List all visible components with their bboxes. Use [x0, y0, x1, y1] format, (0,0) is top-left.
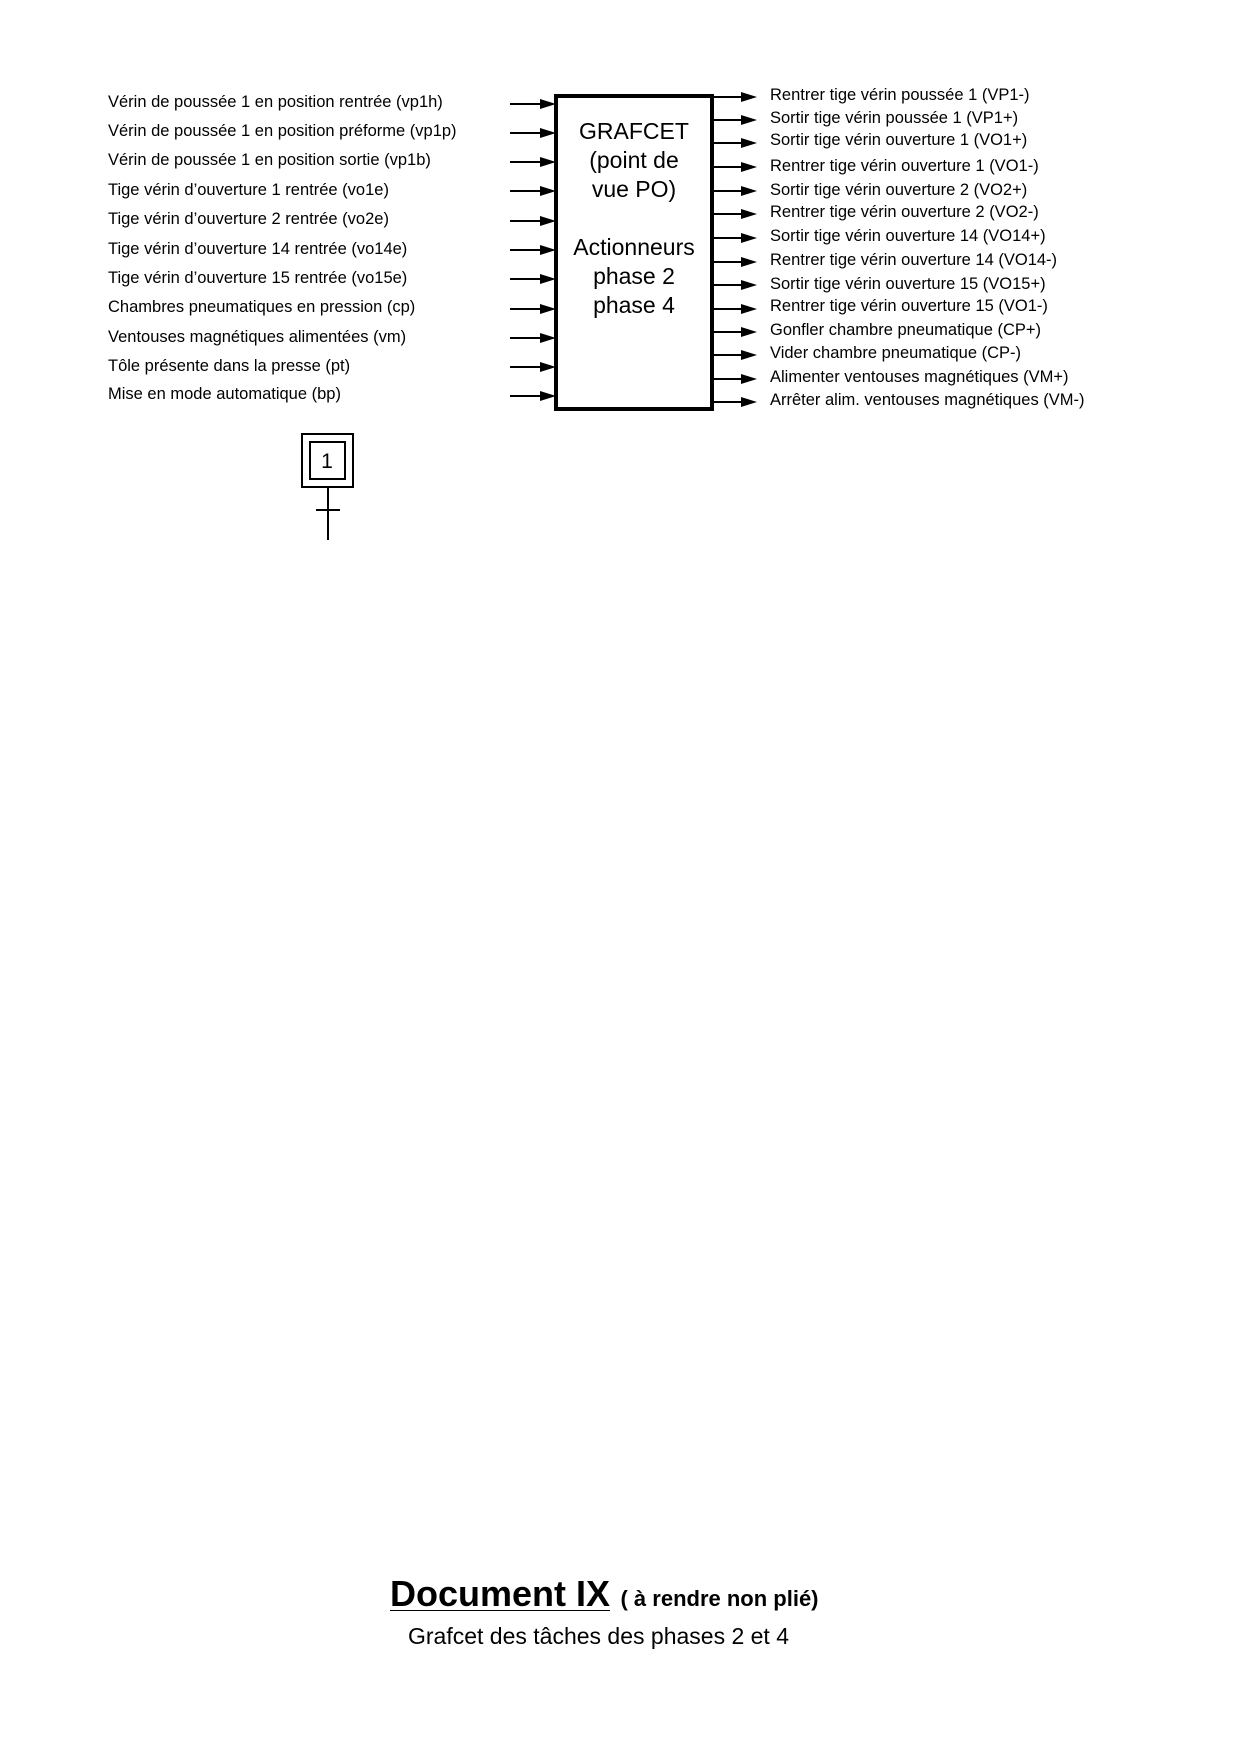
- output-label-vp1-minus: Rentrer tige vérin poussée 1 (VP1-): [770, 86, 1030, 104]
- output-arrow-10: [714, 304, 757, 314]
- input-arrow-6-head: [540, 245, 556, 255]
- input-arrow-8-head: [540, 304, 556, 314]
- block-line-phase-2: phase 2: [593, 263, 675, 289]
- input-arrow-3-head: [540, 157, 556, 167]
- input-arrow-2: [510, 128, 556, 138]
- input-arrow-4: [510, 186, 556, 196]
- output-label-cp-plus: Gonfler chambre pneumatique (CP+): [770, 321, 1042, 339]
- output-arrow-6: [714, 209, 757, 219]
- input-arrow-10-head: [540, 362, 556, 372]
- input-label-vp1p: Vérin de poussée 1 en position préforme (vp1p): [108, 122, 457, 140]
- block-line-phase-4: phase 4: [593, 292, 675, 318]
- output-label-vo14-plus: Sortir tige vérin ouverture 14 (VO14+): [770, 227, 1046, 245]
- output-arrow-3-head: [741, 138, 757, 148]
- output-label-vm-minus: Arrêter alim. ventouses magnétiques (VM-): [770, 391, 1085, 409]
- output-arrow-11-head: [741, 327, 757, 337]
- initial-step-number: 1: [321, 450, 333, 473]
- output-label-vo15-minus: Rentrer tige vérin ouverture 15 (VO1-): [770, 297, 1048, 315]
- output-label-vo2-plus: Sortir tige vérin ouverture 2 (VO2+): [770, 181, 1028, 199]
- input-arrow-1: [510, 99, 556, 109]
- output-arrow-11: [714, 327, 757, 337]
- input-arrow-3: [510, 157, 556, 167]
- input-arrows: [510, 99, 556, 401]
- output-arrow-6-head: [741, 209, 757, 219]
- input-label-vo14e: Tige vérin d’ouverture 14 rentrée (vo14e): [108, 240, 408, 258]
- output-label-vo1-plus: Sortir tige vérin ouverture 1 (VO1+): [770, 131, 1028, 149]
- output-arrow-8: [714, 257, 757, 267]
- output-arrow-12-head: [741, 350, 757, 360]
- output-label-vo1-minus: Rentrer tige vérin ouverture 1 (VO1-): [770, 157, 1039, 175]
- output-arrow-9: [714, 280, 757, 290]
- document-title-note: ( à rendre non plié): [620, 1586, 819, 1611]
- input-label-vo2e: Tige vérin d’ouverture 2 rentrée (vo2e): [108, 210, 389, 228]
- output-arrows: [714, 92, 757, 407]
- output-arrow-9-head: [741, 280, 757, 290]
- output-label-vm-plus: Alimenter ventouses magnétiques (VM+): [770, 368, 1069, 386]
- input-label-vo15e: Tige vérin d’ouverture 15 rentrée (vo15e): [108, 269, 408, 287]
- output-arrow-4-head: [741, 162, 757, 172]
- input-label-bp: Mise en mode automatique (bp): [108, 385, 341, 403]
- input-arrow-7: [510, 274, 556, 284]
- output-arrow-14: [714, 397, 757, 407]
- input-arrow-5: [510, 216, 556, 226]
- block-line-vue-po: vue PO): [591, 176, 677, 202]
- output-arrow-7-head: [741, 233, 757, 243]
- input-arrow-7-head: [540, 274, 556, 284]
- output-label-vo2-minus: Rentrer tige vérin ouverture 2 (VO2-): [770, 203, 1039, 221]
- output-arrow-2-head: [741, 115, 757, 125]
- block-line-actionneurs: Actionneurs: [573, 234, 695, 260]
- input-arrow-11: [510, 391, 556, 401]
- input-arrow-5-head: [540, 216, 556, 226]
- output-arrow-2: [714, 115, 757, 125]
- output-label-cp-minus: Vider chambre pneumatique (CP-): [770, 344, 1021, 362]
- document-title: [390, 1573, 819, 1615]
- block-line-point-de: (point de: [589, 147, 679, 173]
- output-arrow-14-head: [741, 397, 757, 407]
- input-label-vo1e: Tige vérin d’ouverture 1 rentrée (vo1e): [108, 181, 389, 199]
- output-arrow-4: [714, 162, 757, 172]
- output-arrow-7: [714, 233, 757, 243]
- output-arrow-12: [714, 350, 757, 360]
- output-label-vo15-plus: Sortir tige vérin ouverture 15 (VO15+): [770, 275, 1046, 293]
- output-arrow-5: [714, 186, 757, 196]
- input-arrow-8: [510, 304, 556, 314]
- input-arrow-9-head: [540, 333, 556, 343]
- output-arrow-1: [714, 92, 757, 102]
- input-arrow-11-head: [540, 391, 556, 401]
- output-label-vp1-plus: Sortir tige vérin poussée 1 (VP1+): [770, 109, 1019, 127]
- input-arrow-2-head: [540, 128, 556, 138]
- input-arrow-10: [510, 362, 556, 372]
- input-label-vm: Ventouses magnétiques alimentées (vm): [108, 328, 407, 346]
- output-arrow-5-head: [741, 186, 757, 196]
- output-arrow-10-head: [741, 304, 757, 314]
- input-arrow-4-head: [540, 186, 556, 196]
- output-arrow-3: [714, 138, 757, 148]
- input-arrow-6: [510, 245, 556, 255]
- input-label-pt: Tôle présente dans la presse (pt): [108, 357, 351, 375]
- input-arrow-9: [510, 333, 556, 343]
- document-subtitle: Grafcet des tâches des phases 2 et 4: [408, 1623, 790, 1649]
- output-arrow-1-head: [741, 92, 757, 102]
- input-label-vp1h: Vérin de poussée 1 en position rentrée (vp1h): [108, 93, 443, 111]
- input-label-vp1b: Vérin de poussée 1 en position sortie (vp1b): [108, 151, 431, 169]
- block-line-grafcet: GRAFCET: [579, 118, 689, 144]
- input-label-cp: Chambres pneumatiques en pression (cp): [108, 298, 416, 316]
- input-arrow-1-head: [540, 99, 556, 109]
- document-title-main: Document IX: [390, 1573, 611, 1614]
- output-arrow-13-head: [741, 374, 757, 384]
- output-arrow-13: [714, 374, 757, 384]
- output-arrow-8-head: [741, 257, 757, 267]
- output-label-vo14-minus: Rentrer tige vérin ouverture 14 (VO14-): [770, 251, 1058, 269]
